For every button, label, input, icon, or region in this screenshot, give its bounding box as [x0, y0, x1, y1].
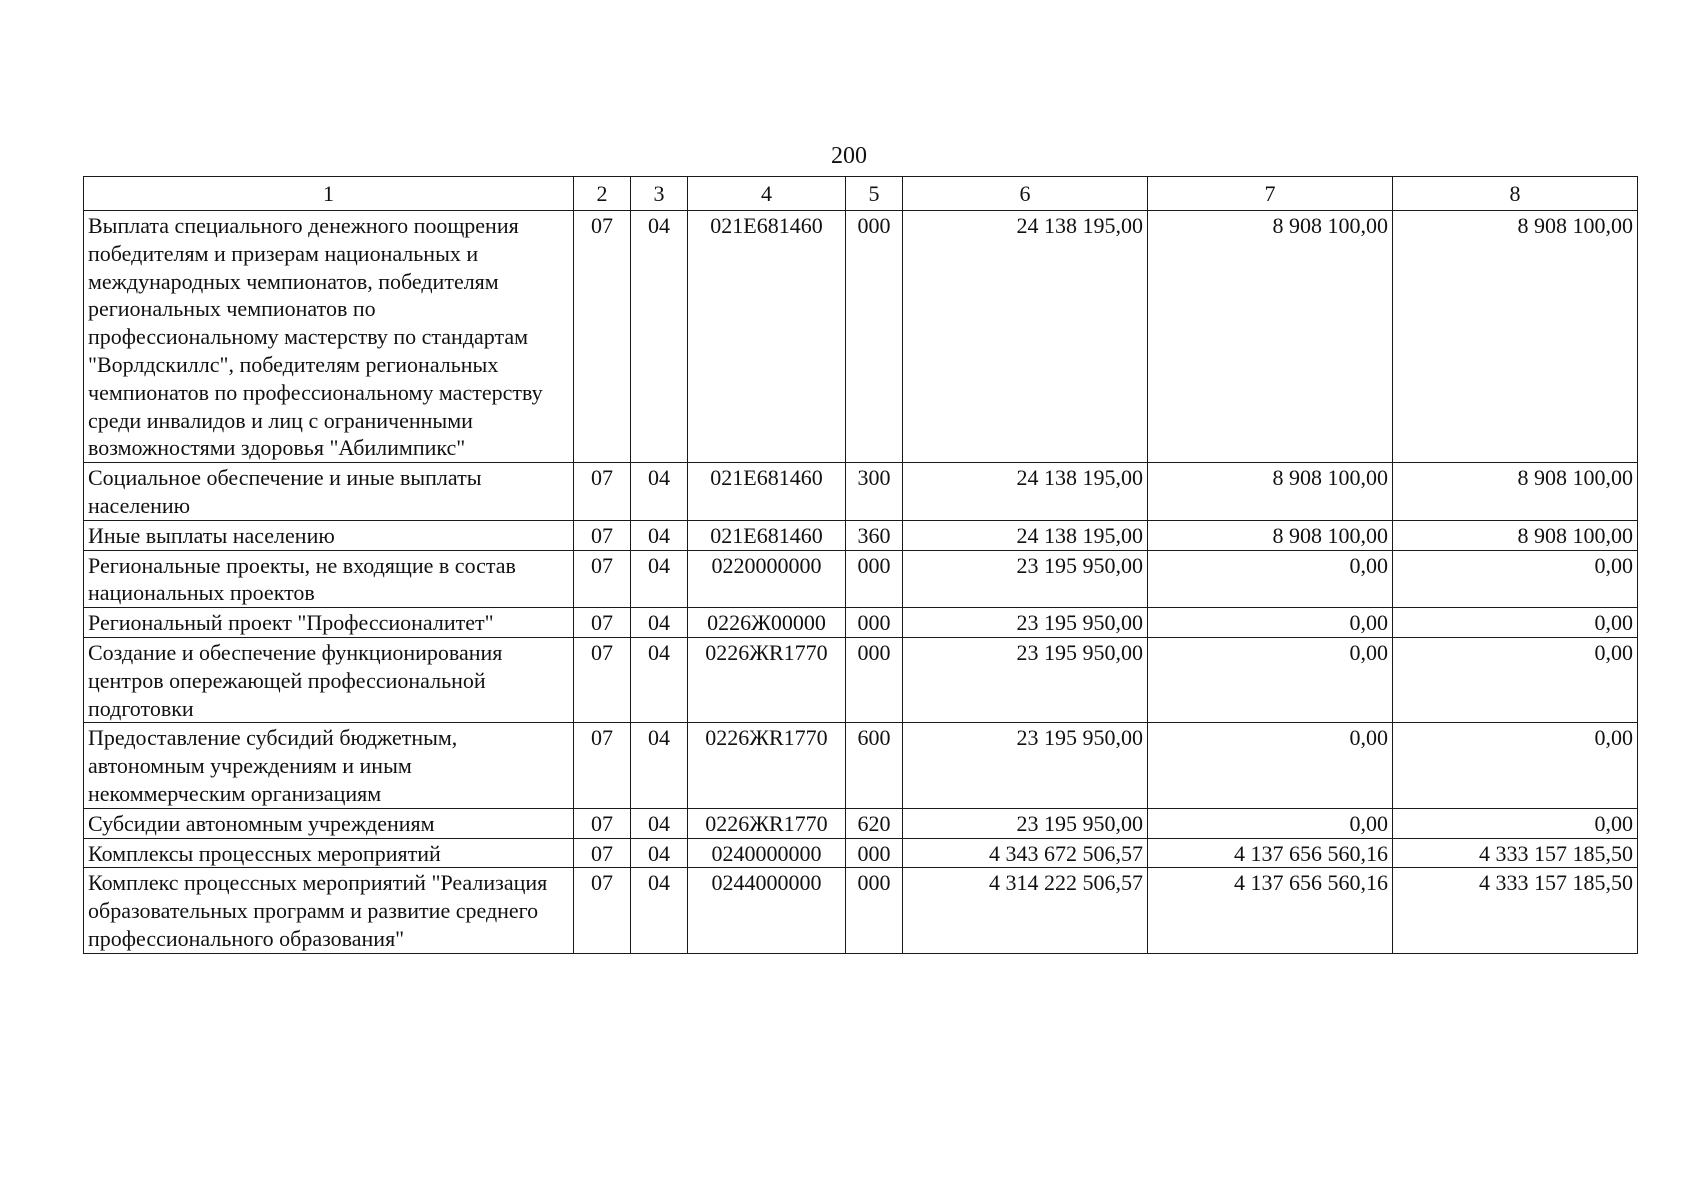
- row-subsection: 04: [631, 868, 688, 953]
- row-section: 07: [574, 723, 631, 808]
- row-amount-col6: 24 138 195,00: [903, 211, 1148, 463]
- table-row: [84, 520, 1638, 550]
- row-name: Создание и обеспечение функционирования центров опережающей профессиональной подготовки: [84, 637, 574, 722]
- row-name: Социальное обеспечение и иные выплаты населению: [84, 463, 574, 521]
- row-target-article: 021E681460: [688, 211, 846, 463]
- row-expense-type: 000: [846, 868, 903, 953]
- col-header-7: 7: [1148, 177, 1393, 211]
- row-amount-col8: 0,00: [1393, 723, 1638, 808]
- row-subsection: 04: [631, 808, 688, 838]
- row-name: Региональный проект "Профессионалитет": [84, 608, 574, 638]
- row-subsection: 04: [631, 637, 688, 722]
- table-row: [84, 463, 1638, 521]
- row-amount-col7: 4 137 656 560,16: [1148, 868, 1393, 953]
- row-amount-col7: 4 137 656 560,16: [1148, 838, 1393, 868]
- table-row: [84, 608, 1638, 638]
- row-section: 07: [574, 608, 631, 638]
- row-name: Предоставление субсидий бюджетным, автономным учреждениям и иным некоммерческим организациям: [84, 723, 574, 808]
- row-amount-col7: 0,00: [1148, 608, 1393, 638]
- row-name: Комплекс процессных мероприятий "Реализация образовательных программ и развитие среднего профессионального образования": [84, 868, 574, 953]
- row-target-article: 0244000000: [688, 868, 846, 953]
- table-row: [84, 808, 1638, 838]
- row-amount-col7: 0,00: [1148, 550, 1393, 608]
- row-amount-col7: 0,00: [1148, 723, 1393, 808]
- row-target-article: 0226ЖR1770: [688, 808, 846, 838]
- row-target-article: 0226ЖR1770: [688, 723, 846, 808]
- row-section: 07: [574, 637, 631, 722]
- row-expense-type: 000: [846, 550, 903, 608]
- row-name: Комплексы процессных мероприятий: [84, 838, 574, 868]
- col-header-6: 6: [903, 177, 1148, 211]
- col-header-1: 1: [84, 177, 574, 211]
- page-number: 200: [831, 143, 867, 169]
- row-amount-col6: 23 195 950,00: [903, 637, 1148, 722]
- row-subsection: 04: [631, 463, 688, 521]
- row-amount-col8: 8 908 100,00: [1393, 211, 1638, 463]
- table-row: [84, 868, 1638, 953]
- row-section: 07: [574, 550, 631, 608]
- row-amount-col7: 0,00: [1148, 637, 1393, 722]
- row-amount-col7: 8 908 100,00: [1148, 211, 1393, 463]
- row-target-article: 021E681460: [688, 520, 846, 550]
- row-expense-type: 000: [846, 211, 903, 463]
- col-header-4: 4: [688, 177, 846, 211]
- row-name: Иные выплаты населению: [84, 520, 574, 550]
- table-row: [84, 838, 1638, 868]
- row-subsection: 04: [631, 211, 688, 463]
- row-amount-col6: 24 138 195,00: [903, 520, 1148, 550]
- row-amount-col7: 8 908 100,00: [1148, 463, 1393, 521]
- row-subsection: 04: [631, 550, 688, 608]
- row-amount-col8: 8 908 100,00: [1393, 463, 1638, 521]
- row-expense-type: 300: [846, 463, 903, 521]
- row-amount-col8: 0,00: [1393, 608, 1638, 638]
- row-subsection: 04: [631, 608, 688, 638]
- row-section: 07: [574, 463, 631, 521]
- row-subsection: 04: [631, 723, 688, 808]
- budget-table: [83, 176, 1638, 954]
- col-header-2: 2: [574, 177, 631, 211]
- row-section: 07: [574, 520, 631, 550]
- row-expense-type: 000: [846, 838, 903, 868]
- row-amount-col6: 23 195 950,00: [903, 550, 1148, 608]
- row-amount-col7: 8 908 100,00: [1148, 520, 1393, 550]
- col-header-3: 3: [631, 177, 688, 211]
- row-amount-col7: 0,00: [1148, 808, 1393, 838]
- header-row: [84, 177, 1638, 211]
- table-row: [84, 637, 1638, 722]
- row-amount-col6: 24 138 195,00: [903, 463, 1148, 521]
- row-subsection: 04: [631, 520, 688, 550]
- row-amount-col8: 4 333 157 185,50: [1393, 868, 1638, 953]
- table-row: [84, 723, 1638, 808]
- row-name: Субсидии автономным учреждениям: [84, 808, 574, 838]
- row-amount-col8: 0,00: [1393, 637, 1638, 722]
- row-amount-col8: 0,00: [1393, 550, 1638, 608]
- row-target-article: 0226ЖR1770: [688, 637, 846, 722]
- row-amount-col6: 4 314 222 506,57: [903, 868, 1148, 953]
- row-expense-type: 360: [846, 520, 903, 550]
- row-amount-col6: 23 195 950,00: [903, 608, 1148, 638]
- row-expense-type: 000: [846, 637, 903, 722]
- row-target-article: 0220000000: [688, 550, 846, 608]
- row-amount-col6: 4 343 672 506,57: [903, 838, 1148, 868]
- row-target-article: 0226Ж00000: [688, 608, 846, 638]
- row-amount-col8: 8 908 100,00: [1393, 520, 1638, 550]
- row-amount-col6: 23 195 950,00: [903, 808, 1148, 838]
- row-expense-type: 000: [846, 608, 903, 638]
- row-name: Выплата специального денежного поощрения победителям и призерам национальных и международных чемпионатов, победителям региональных чемпионатов по профессиональному мастерству по стандартам "Ворлдскиллс", победителям региональных чемпионатов по профессиональному мастерству среди инвалидов и лиц с ограниченными возможностями здоровья "Абилимпикс": [84, 211, 574, 463]
- col-header-5: 5: [846, 177, 903, 211]
- row-amount-col6: 23 195 950,00: [903, 723, 1148, 808]
- row-section: 07: [574, 211, 631, 463]
- row-amount-col8: 4 333 157 185,50: [1393, 838, 1638, 868]
- col-header-8: 8: [1393, 177, 1638, 211]
- row-expense-type: 620: [846, 808, 903, 838]
- row-amount-col8: 0,00: [1393, 808, 1638, 838]
- row-section: 07: [574, 838, 631, 868]
- row-section: 07: [574, 808, 631, 838]
- row-expense-type: 600: [846, 723, 903, 808]
- row-section: 07: [574, 868, 631, 953]
- row-target-article: 0240000000: [688, 838, 846, 868]
- table-row: [84, 211, 1638, 463]
- row-subsection: 04: [631, 838, 688, 868]
- row-target-article: 021E681460: [688, 463, 846, 521]
- row-name: Региональные проекты, не входящие в состав национальных проектов: [84, 550, 574, 608]
- table-row: [84, 550, 1638, 608]
